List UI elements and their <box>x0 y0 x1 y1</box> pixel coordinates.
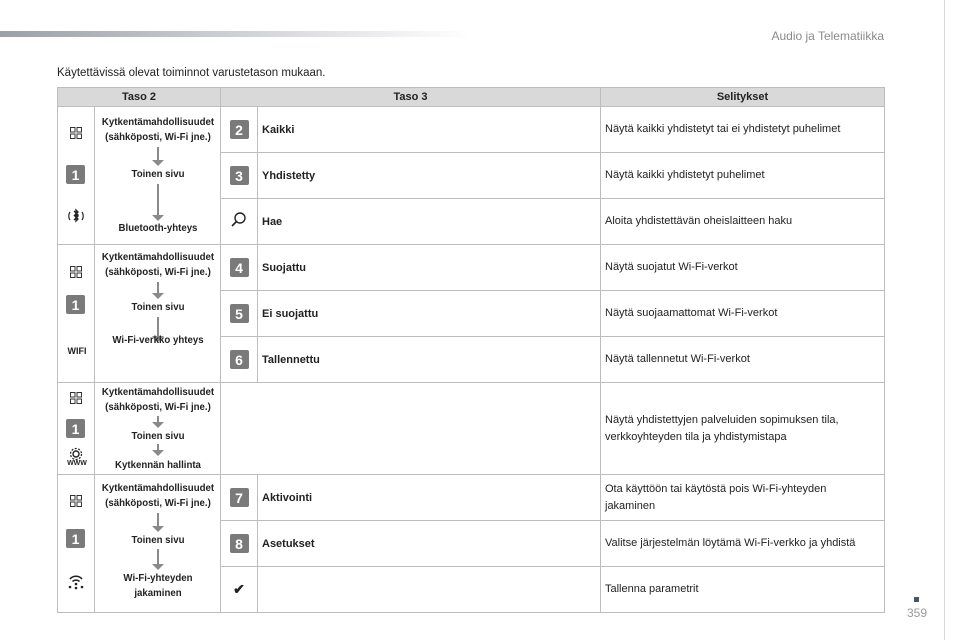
group3-names <box>95 383 221 475</box>
badge-6: 6 <box>230 350 249 369</box>
table-row <box>58 383 885 475</box>
wifi-sharing-icon <box>67 572 85 590</box>
badge-1: 1 <box>66 529 85 548</box>
option-label: Suojattu <box>258 245 601 291</box>
option-desc: Näytä suojaamattomat Wi-Fi-verkot <box>601 291 885 337</box>
option-empty <box>221 383 601 475</box>
arrow-line <box>157 513 159 527</box>
option-label: Ei suojattu <box>258 291 601 337</box>
bluetooth-icon <box>67 207 85 225</box>
grid-icon <box>67 492 85 510</box>
option-desc: Näytä suojatut Wi-Fi-verkot <box>601 245 885 291</box>
name-connection-management: Kytkennän hallinta <box>115 459 201 471</box>
table-header-row <box>58 88 885 107</box>
option-icon-cell <box>221 337 258 383</box>
page-edge-line <box>944 0 945 640</box>
arrow-head <box>152 160 164 166</box>
option-label: Aktivointi <box>258 475 601 521</box>
page-number: 359 <box>907 606 928 620</box>
option-icon-cell <box>221 291 258 337</box>
arrow-head <box>152 293 164 299</box>
name-second-page: Toinen sivu <box>131 301 185 313</box>
arrow-line <box>157 147 159 161</box>
group2-names <box>95 245 221 383</box>
badge-1: 1 <box>66 419 85 438</box>
option-icon-cell <box>221 567 258 613</box>
header-desc: Selitykset <box>601 88 885 107</box>
option-icon-cell <box>221 199 258 245</box>
arrow-head <box>152 422 164 428</box>
www-label: WWW <box>67 460 87 467</box>
arrow-line <box>157 184 159 216</box>
option-icon-cell <box>221 107 258 153</box>
arrow-head <box>152 526 164 532</box>
option-desc: Valitse järjestelmän löytämä Wi-Fi-verkko ja yhdistä <box>601 521 885 567</box>
group1-icons <box>58 107 95 245</box>
badge-8: 8 <box>230 534 249 553</box>
name-wifi-network: Wi-Fi-verkko yhteys <box>112 334 204 346</box>
badge-7: 7 <box>230 488 249 507</box>
name-wifi-sharing: Wi-Fi-yhteyden jakaminen <box>123 572 193 599</box>
name-second-page: Toinen sivu <box>131 430 185 442</box>
table-row <box>58 245 885 291</box>
option-desc: Näytä yhdistettyjen palveluiden sopimuksen tila, verkkoyhteyden tila ja yhdistymistapa <box>601 383 885 475</box>
option-icon-cell <box>221 245 258 291</box>
functions-table <box>57 87 885 613</box>
arrow-head <box>152 450 164 456</box>
group4-names <box>95 475 221 613</box>
checkmark-icon: ✔ <box>233 581 245 597</box>
option-icon-cell <box>221 475 258 521</box>
option-label: Kaikki <box>258 107 601 153</box>
group4-icons <box>58 475 95 613</box>
name-connectivity: Kytkentämahdollisuudet (sähköposti, Wi-Fi jne.) <box>101 386 215 413</box>
wifi-icon: WIFI <box>67 346 87 356</box>
group1-names <box>95 107 221 245</box>
option-desc: Näytä kaikki yhdistetyt tai ei yhdistetyt puhelimet <box>601 107 885 153</box>
grid-icon <box>67 263 85 281</box>
option-desc: Tallenna parametrit <box>601 567 885 613</box>
badge-3: 3 <box>230 166 249 185</box>
option-icon-cell <box>221 521 258 567</box>
group2-icons <box>58 245 95 383</box>
badge-4: 4 <box>230 258 249 277</box>
name-second-page: Toinen sivu <box>131 534 185 546</box>
page-marker <box>914 597 919 602</box>
option-label <box>258 567 601 613</box>
name-connectivity: Kytkentämahdollisuudet (sähköposti, Wi-Fi jne.) <box>101 482 215 509</box>
name-connectivity: Kytkentämahdollisuudet (sähköposti, Wi-Fi jne.) <box>101 116 215 143</box>
option-label: Asetukset <box>258 521 601 567</box>
header-level3: Taso 3 <box>221 88 601 107</box>
badge-2: 2 <box>230 120 249 139</box>
name-bluetooth: Bluetooth-yhteys <box>118 222 198 234</box>
option-icon-cell <box>221 153 258 199</box>
intro-text: Käytettävissä olevat toiminnot varustetason mukaan. <box>57 67 326 79</box>
option-desc: Näytä kaikki yhdistetyt puhelimet <box>601 153 885 199</box>
option-label: Yhdistetty <box>258 153 601 199</box>
option-label: Tallennettu <box>258 337 601 383</box>
grid-icon <box>67 124 85 142</box>
option-label: Hae <box>258 199 601 245</box>
section-title: Audio ja Telematiikka <box>771 29 884 43</box>
badge-5: 5 <box>230 304 249 323</box>
table-row <box>58 107 885 153</box>
top-gradient-bar <box>0 31 470 37</box>
arrow-line <box>157 549 159 565</box>
group3-icons <box>58 383 95 475</box>
option-desc: Aloita yhdistettävän oheislaitteen haku <box>601 199 885 245</box>
search-icon <box>230 211 248 229</box>
name-second-page: Toinen sivu <box>131 168 185 180</box>
grid-icon <box>67 389 85 407</box>
table-row <box>58 475 885 521</box>
badge-1: 1 <box>66 165 85 184</box>
option-desc: Ota käyttöön tai käytöstä pois Wi-Fi-yhteyden jakaminen <box>601 475 885 521</box>
header-level2: Taso 2 <box>58 88 221 107</box>
name-connectivity: Kytkentämahdollisuudet (sähköposti, Wi-Fi jne.) <box>101 251 215 278</box>
option-desc: Näytä tallennetut Wi-Fi-verkot <box>601 337 885 383</box>
badge-1: 1 <box>66 295 85 314</box>
arrow-head <box>152 564 164 570</box>
